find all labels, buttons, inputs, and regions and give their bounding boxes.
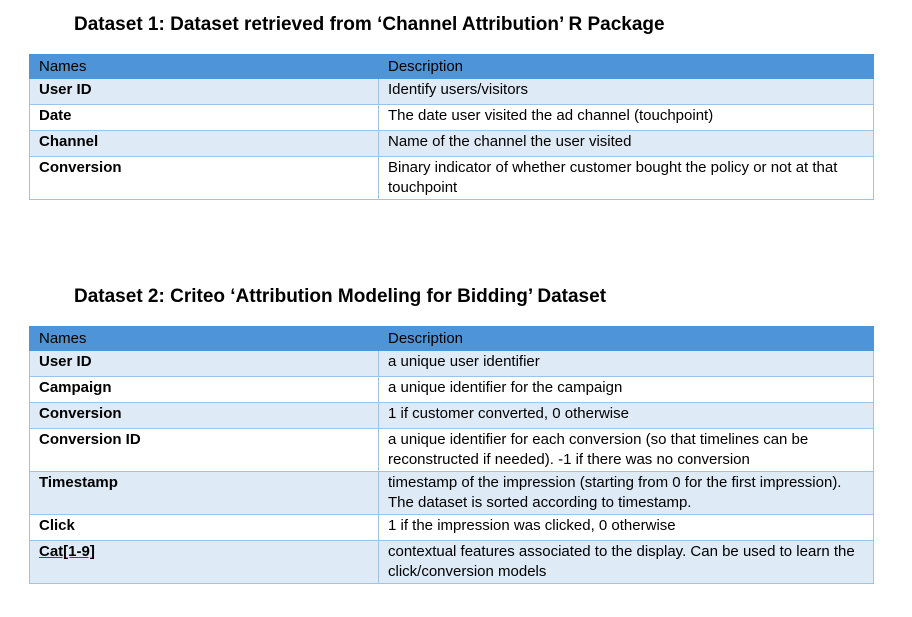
table-header-row (30, 55, 874, 79)
row-description: a unique identifier for the campaign (379, 377, 874, 403)
row-description: Name of the channel the user visited (379, 131, 874, 157)
dataset1-title: Dataset 1: Dataset retrieved from ‘Channel Attribution’ R Package (74, 14, 665, 35)
row-description: timestamp of the impression (starting from 0 for the first impression). The dataset is sorted according to timestamp. (379, 472, 874, 515)
table-row (30, 157, 874, 200)
table-row (30, 472, 874, 515)
header-description: Description (379, 327, 874, 351)
table-row (30, 377, 874, 403)
row-name: Conversion ID (30, 429, 379, 472)
row-name: Click (30, 515, 379, 541)
table-row (30, 403, 874, 429)
table-row (30, 541, 874, 584)
row-description: The date user visited the ad channel (touchpoint) (379, 105, 874, 131)
row-name: Campaign (30, 377, 379, 403)
table-row (30, 131, 874, 157)
table-row (30, 105, 874, 131)
row-name: Channel (30, 131, 379, 157)
row-name: Conversion (30, 403, 379, 429)
row-description: a unique identifier for each conversion (so that timelines can be reconstructed if needed). -1 if there was no conversion (379, 429, 874, 472)
table-row (30, 351, 874, 377)
table-row (30, 515, 874, 541)
row-description: a unique user identifier (379, 351, 874, 377)
dataset2-title: Dataset 2: Criteo ‘Attribution Modeling for Bidding’ Dataset (74, 286, 607, 307)
row-name-text: Cat[1-9] (39, 543, 95, 560)
row-name: Timestamp (30, 472, 379, 515)
header-description: Description (379, 55, 874, 79)
dataset2-table (29, 326, 874, 584)
row-name: User ID (30, 351, 379, 377)
row-name: User ID (30, 79, 379, 105)
row-name: Date (30, 105, 379, 131)
row-description: Identify users/visitors (379, 79, 874, 105)
header-names: Names (30, 327, 379, 351)
table-header-row (30, 327, 874, 351)
table-row (30, 429, 874, 472)
header-names: Names (30, 55, 379, 79)
row-description: contextual features associated to the display. Can be used to learn the click/conversion models (379, 541, 874, 584)
row-description: Binary indicator of whether customer bought the policy or not at that touchpoint (379, 157, 874, 200)
dataset1-table (29, 54, 874, 200)
row-name: Conversion (30, 157, 379, 200)
row-description: 1 if customer converted, 0 otherwise (379, 403, 874, 429)
row-name (30, 541, 379, 584)
row-description: 1 if the impression was clicked, 0 otherwise (379, 515, 874, 541)
table-row (30, 79, 874, 105)
